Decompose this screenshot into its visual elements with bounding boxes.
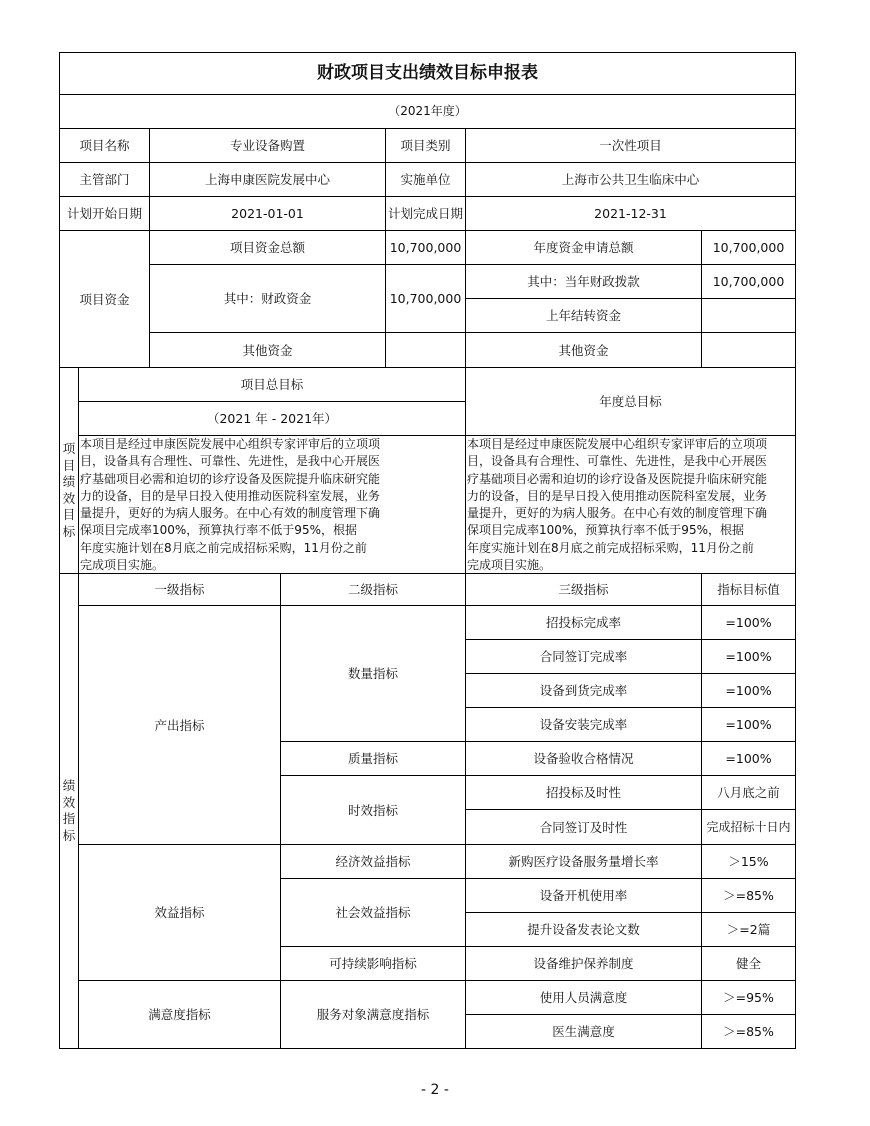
level3-value: =100% [701, 673, 796, 708]
level3-name: 合同签订及时性 [465, 809, 702, 845]
indicators-side-char: 指 [62, 811, 76, 826]
level2-quality: 质量指标 [280, 741, 466, 776]
level3-name: 招投标完成率 [465, 605, 702, 640]
level2-service-satisfaction: 服务对象满意度指标 [280, 980, 466, 1049]
level3-name: 设备到货完成率 [465, 673, 702, 708]
start-date-label: 计划开始日期 [59, 196, 150, 231]
header-level2: 二级指标 [280, 573, 466, 606]
level3-name: 新购医疗设备服务量增长率 [465, 844, 702, 879]
level3-name: 设备开机使用率 [465, 878, 702, 913]
carryover-funds-value [701, 298, 796, 333]
level2-sustainable: 可持续影响指标 [280, 946, 466, 981]
annual-goal-text: 本项目是经过申康医院发展中心组织专家评审后的立项项 目，设备具有合理性、可靠性、先进性，是我中心开展医 疗基础项目必需和迫切的诊疗设备及医院提升临床研究能 力的设备，目的是早日投入使用推动医院科室发展，业务 量提升，更好的为病人服务。在中心有效的制度管理下确 保项目完成率100%，预算执行率不低于95%，根据 年度实施计划在8月底之前完成招标采购，11月份之前 完成项目实施。 [465, 435, 796, 574]
goals-side-char: 效 [62, 490, 76, 506]
header-level1: 一级指标 [78, 573, 281, 606]
level3-value: ＞=2篇 [701, 912, 796, 947]
level3-name: 提升设备发表论文数 [465, 912, 702, 947]
unit-value: 上海市公共卫生临床中心 [465, 162, 796, 197]
project-name-label: 项目名称 [59, 128, 150, 163]
page-number: - 2 - [421, 1082, 449, 1098]
level2-social: 社会效益指标 [280, 878, 466, 947]
end-date-label: 计划完成日期 [385, 196, 466, 231]
project-name-value: 专业设备购置 [149, 128, 386, 163]
fiscal-funds-value: 10,700,000 [385, 264, 466, 333]
level1-satisfaction: 满意度指标 [78, 980, 281, 1049]
overall-goal-text: 本项目是经过申康医院发展中心组织专家评审后的立项项 目，设备具有合理性、可靠性、先进性，是我中心开展医 疗基础项目必需和迫切的诊疗设备及医院提升临床研究能 力的设备，目的是早日投入使用推动医院科室发展，业务 量提升，更好的为病人服务。在中心有效的制度管理下确 保项目完成率100%，预算执行率不低于95%，根据 年度实施计划在8月底之前完成招标采购，11月份之前 完成项目实施。 [78, 435, 466, 574]
goals-side-char: 绩 [62, 474, 76, 489]
indicators-side-label [59, 573, 79, 1049]
level3-value: =100% [701, 741, 796, 776]
header-target-value: 指标目标值 [701, 573, 796, 606]
level3-value: =100% [701, 605, 796, 640]
annual-funds-label: 年度资金申请总额 [465, 230, 702, 265]
level3-name: 设备维护保养制度 [465, 946, 702, 981]
level3-name: 招投标及时性 [465, 775, 702, 810]
level3-name: 设备安装完成率 [465, 707, 702, 742]
indicators-side-char: 效 [62, 794, 76, 810]
level1-benefit: 效益指标 [78, 844, 281, 981]
header-level3: 三级指标 [465, 573, 702, 606]
overall-goal-label: 项目总目标 [78, 367, 466, 402]
goals-side-label [59, 367, 79, 574]
level3-value: 健全 [701, 946, 796, 981]
total-funds-label: 项目资金总额 [149, 230, 386, 265]
carryover-funds-label: 上年结转资金 [465, 298, 702, 333]
other-funds-value [385, 332, 466, 368]
dept-value: 上海申康医院发展中心 [149, 162, 386, 197]
level3-value: 八月底之前 [701, 775, 796, 810]
level3-value: 完成招标十日内 [701, 809, 796, 845]
fiscal-funds-label: 其中：财政资金 [149, 264, 386, 333]
level3-name: 合同签订完成率 [465, 639, 702, 674]
level2-quantity: 数量指标 [280, 605, 466, 742]
level3-value: ＞15% [701, 844, 796, 879]
dept-label: 主管部门 [59, 162, 150, 197]
level3-value: ＞=85% [701, 1014, 796, 1049]
goals-side-char: 项 [62, 441, 76, 456]
goals-side-char: 标 [62, 523, 76, 539]
start-date-value: 2021-01-01 [149, 196, 386, 231]
level1-output: 产出指标 [78, 605, 281, 845]
current-appropriation-value: 10,700,000 [701, 264, 796, 299]
level3-name: 设备验收合格情况 [465, 741, 702, 776]
level3-value: =100% [701, 707, 796, 742]
level3-name: 使用人员满意度 [465, 980, 702, 1015]
unit-label: 实施单位 [385, 162, 466, 197]
form-title: 财政项目支出绩效目标申报表 [59, 52, 796, 95]
indicators-side-char: 标 [62, 827, 76, 843]
project-category-value: 一次性项目 [465, 128, 796, 163]
level3-name: 医生满意度 [465, 1014, 702, 1049]
level3-value: ＞=95% [701, 980, 796, 1015]
fiscal-year: （2021年度） [59, 94, 796, 129]
funds-label: 项目资金 [59, 230, 150, 368]
indicators-side-char: 绩 [62, 778, 76, 793]
other-funds-label-2: 其他资金 [465, 332, 702, 368]
overall-goal-period: （2021 年 - 2021年） [78, 401, 466, 436]
current-appropriation-label: 其中：当年财政拨款 [465, 264, 702, 299]
level3-value: =100% [701, 639, 796, 674]
total-funds-value: 10,700,000 [385, 230, 466, 265]
project-category-label: 项目类别 [385, 128, 466, 163]
other-funds-label: 其他资金 [149, 332, 386, 368]
goals-side-char: 目 [62, 457, 76, 473]
level2-timeliness: 时效指标 [280, 775, 466, 845]
other-funds-value-2 [701, 332, 796, 368]
goals-side-char: 目 [62, 507, 76, 522]
level2-economic: 经济效益指标 [280, 844, 466, 879]
level3-value: ＞=85% [701, 878, 796, 913]
end-date-value: 2021-12-31 [465, 196, 796, 231]
annual-goal-label: 年度总目标 [465, 367, 796, 436]
annual-funds-value: 10,700,000 [701, 230, 796, 265]
